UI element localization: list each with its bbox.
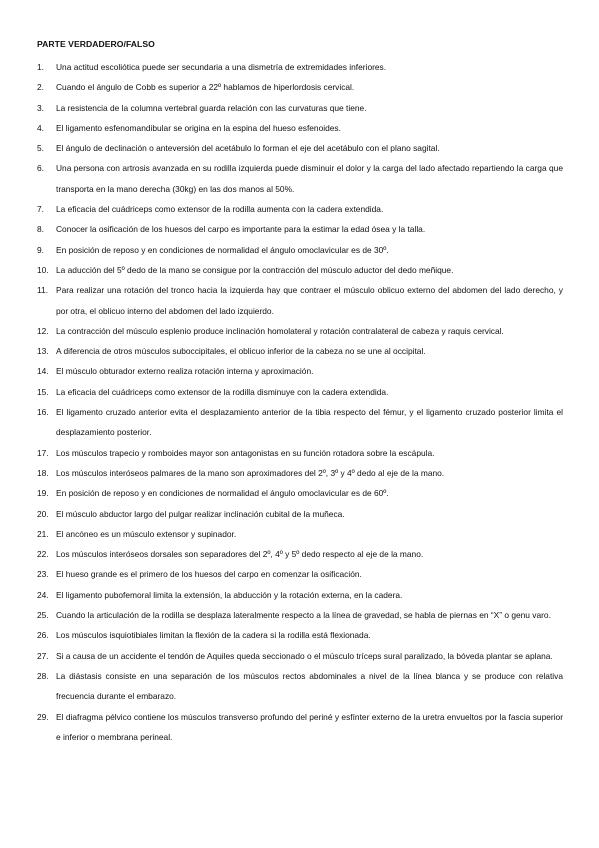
- question-item: [37, 544, 563, 564]
- question-number: 12.: [37, 325, 49, 336]
- question-text: A diferencia de otros músculos suboccipitales, el oblicuo inferior de la cabeza no se une al occipital.: [56, 346, 426, 357]
- question-number: 22.: [37, 549, 49, 560]
- question-text: Los músculos trapecio y romboides mayor son antagonistas en su función rotadora sobre la escápula.: [56, 447, 435, 458]
- question-text: La aducción del 5º dedo de la mano se consigue por la contracción del músculo aductor del dedo meñique.: [56, 264, 454, 275]
- question-text: El diafragma pélvico contiene los músculos transverso profundo del periné y esfínter externo de la uretra envueltos por la fascia superior e inferior o membrana perineal.: [56, 711, 563, 742]
- question-number: 4.: [37, 122, 44, 133]
- question-text: Los músculos interóseos palmares de la mano son aproximadores del 2º, 3º y 4º dedo al eje de la mano.: [56, 467, 445, 478]
- question-item: [37, 240, 563, 260]
- question-item: [37, 483, 563, 503]
- question-item: [37, 402, 563, 443]
- question-number: 14.: [37, 366, 49, 377]
- question-text: La resistencia de la columna vertebral guarda relación con las curvaturas que tiene.: [56, 102, 367, 113]
- question-item: [37, 341, 563, 361]
- question-item: [37, 382, 563, 402]
- question-item: [37, 564, 563, 584]
- question-number: 7.: [37, 204, 44, 215]
- question-item: [37, 605, 563, 625]
- question-text: El músculo abductor largo del pulgar realizar inclinación cubital de la muñeca.: [56, 508, 345, 519]
- question-text: La contracción del músculo esplenio produce inclinación homolateral y rotación contralateral de cabeza y raquis cervical.: [56, 325, 504, 336]
- question-text: Una persona con artrosis avanzada en su rodilla izquierda puede disminuir el dolor y la carga del lado afectado repartiendo la carga que transporta en la mano derecha (30kg) en las dos manos al 50%.: [56, 163, 563, 194]
- question-item: [37, 707, 563, 748]
- question-text: El hueso grande es el primero de los huesos del carpo en comenzar la osificación.: [56, 569, 362, 580]
- question-number: 5.: [37, 143, 44, 154]
- question-text: El ligamento esfenomandibular se origina en la espina del hueso esfenoides.: [56, 122, 341, 133]
- question-number: 3.: [37, 102, 44, 113]
- question-number: 9.: [37, 244, 44, 255]
- question-list: [37, 57, 563, 747]
- question-item: [37, 443, 563, 463]
- question-item: [37, 646, 563, 666]
- question-item: [37, 57, 563, 77]
- question-text: En posición de reposo y en condiciones de normalidad el ángulo omoclavicular es de 30º.: [56, 244, 389, 255]
- question-text: En posición de reposo y en condiciones de normalidad el ángulo omoclavicular es de 60º.: [56, 488, 389, 499]
- question-number: 21.: [37, 528, 49, 539]
- question-number: 6.: [37, 163, 44, 174]
- question-text: El ligamento pubofemoral limita la extensión, la abducción y la rotación externa, en la cadera.: [56, 589, 403, 600]
- question-item: [37, 158, 563, 199]
- question-text: Los músculos interóseos dorsales son separadores del 2º, 4º y 5º dedo respecto al eje de la mano.: [56, 549, 424, 560]
- question-item: [37, 666, 563, 707]
- question-text: Cuando la articulación de la rodilla se desplaza lateralmente respecto a la línea de gravedad, se habla de piernas en “X” o genu varo.: [56, 610, 551, 621]
- question-number: 13.: [37, 346, 49, 357]
- question-number: 27.: [37, 650, 49, 661]
- question-item: [37, 321, 563, 341]
- question-text: Conocer la osificación de los huesos del carpo es importante para la estimar la edad ósea y la talla.: [56, 224, 426, 235]
- question-text: El ligamento cruzado anterior evita el desplazamiento anterior de la tibia respecto del fémur, y el ligamento cruzado posterior limita el desplazamiento posterior.: [56, 407, 563, 438]
- question-text: El músculo obturador externo realiza rotación interna y aproximación.: [56, 366, 314, 377]
- question-text: Si a causa de un accidente el tendón de Aquiles queda seccionado o el músculo tríceps sural paralizado, la bóveda plantar se aplana.: [56, 650, 553, 661]
- question-number: 16.: [37, 407, 49, 418]
- question-item: [37, 463, 563, 483]
- question-item: [37, 98, 563, 118]
- question-number: 29.: [37, 711, 49, 722]
- question-item: [37, 585, 563, 605]
- question-number: 8.: [37, 224, 44, 235]
- question-item: [37, 625, 563, 645]
- question-text: Los músculos isquiotibiales limitan la flexión de la cadera si la rodilla está flexionada.: [56, 630, 371, 641]
- question-text: La eficacia del cuádriceps como extensor de la rodilla aumenta con la cadera extendida.: [56, 204, 384, 215]
- question-number: 2.: [37, 82, 44, 93]
- question-item: [37, 361, 563, 381]
- question-item: [37, 524, 563, 544]
- question-item: [37, 118, 563, 138]
- question-number: 28.: [37, 670, 49, 681]
- question-text: El ancóneo es un músculo extensor y supinador.: [56, 528, 237, 539]
- question-item: [37, 219, 563, 239]
- question-item: [37, 260, 563, 280]
- question-text: Cuando el ángulo de Cobb es superior a 22º hablamos de hiperlordosis cervical.: [56, 82, 355, 93]
- question-item: [37, 504, 563, 524]
- question-item: [37, 77, 563, 97]
- question-text: Una actitud escoliótica puede ser secundaria a una dismetría de extremidades inferiores.: [56, 62, 387, 72]
- question-text: El ángulo de declinación o anteversión del acetábulo lo forman el eje del acetábulo con el plano sagital.: [56, 143, 440, 154]
- question-number: 10.: [37, 264, 49, 275]
- question-text: La eficacia del cuádriceps como extensor de la rodilla disminuye con la cadera extendida.: [56, 386, 389, 397]
- question-number: 18.: [37, 467, 49, 478]
- question-number: 23.: [37, 569, 49, 580]
- question-number: 11.: [37, 285, 49, 296]
- question-number: 15.: [37, 386, 49, 397]
- question-number: 26.: [37, 630, 49, 641]
- question-text: La diástasis consiste en una separación de los músculos rectos abdominales a nivel de la línea blanca y se produce con relativa frecuencia durante el embarazo.: [56, 670, 563, 702]
- question-item: [37, 199, 563, 219]
- question-number: 1.: [37, 62, 44, 72]
- section-heading: PARTE VERDADERO/FALSO: [37, 39, 155, 49]
- question-item: [37, 138, 563, 158]
- question-number: 19.: [37, 488, 49, 499]
- question-number: 24.: [37, 589, 49, 600]
- question-item: [37, 280, 563, 321]
- question-number: 25.: [37, 610, 49, 621]
- question-number: 17.: [37, 447, 49, 458]
- question-text: Para realizar una rotación del tronco hacia la izquierda hay que contraer el músculo oblicuo externo del abdomen del lado derecho, y por otra, el oblicuo interno del abdomen del lado izquierdo.: [56, 285, 563, 316]
- question-number: 20.: [37, 508, 49, 519]
